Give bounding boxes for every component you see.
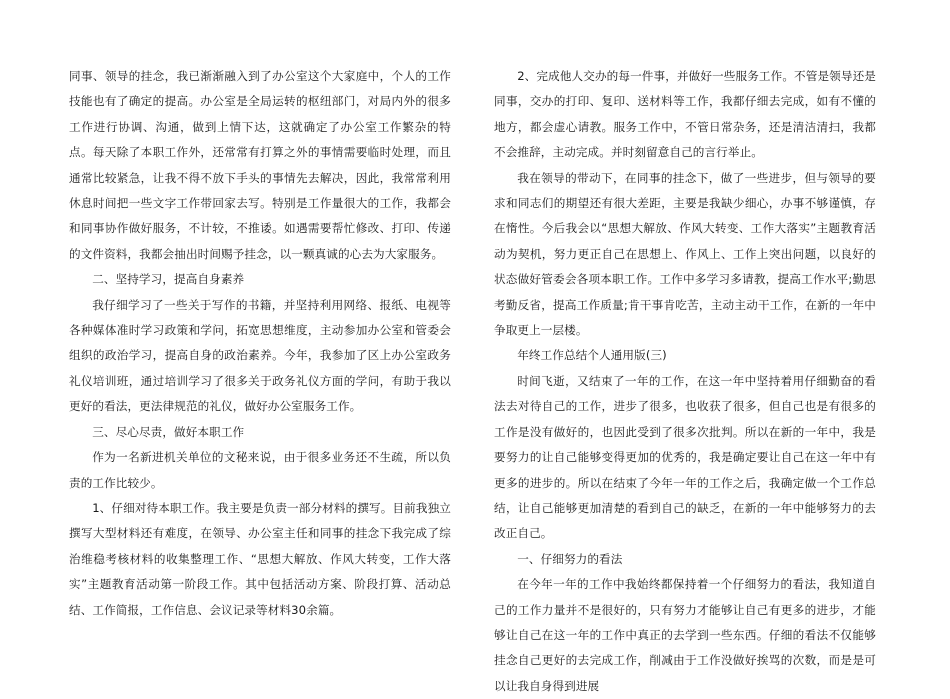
- right-column: [494, 64, 876, 699]
- paragraph-attitude: 在今年一年的工作中我始终都保持着一个仔细努力的看法，我知道自己的工作力量并不是很好的，只有努力才能够让自己有更多的进步，才能够让自己在这一年的工作中真正的去学到一些东西。仔细的看法不仅能够挂念自己更好的去完成工作，削减由于工作没做好挨骂的次数，而是是可以让我自身得到进展: [494, 577, 876, 693]
- paragraph-new-secretary: 作为一名新进机关单位的文秘来说，由于很多业务还不生疏，所以负责的工作比较少。: [69, 450, 451, 490]
- section-heading-duty: 三、尽心尽责，做好本职工作: [92, 424, 245, 439]
- paragraph-self-review: 我在领导的带动下，在同事的挂念下，做了一些进步，但与领导的要求和同志们的期望还有很大差距，主要是我缺少细心，办事不够谨慎，存在惰性。今后我会以“思想大解放、作风大转变、工作大落实”主题教育活动为契机，努力更正自己在思想上、作风上、工作上突出问题，以良好的状态做好管委会各项本职工作。工作中多学习多请教，提高工作水平;勤思考勤反省，提高工作质量;肯干事肯吃苦，主动主动干工作，在新的一年中争取更上一层楼。: [494, 170, 876, 338]
- paragraph-study: 我仔细学习了一些关于写作的书籍，并坚持利用网络、报纸、电视等各种媒体准时学习政策和学问，拓宽思想维度，主动参加办公室和管委会组织的政治学习，提高自身的政治素养。今年，我参加了区上办公室政务礼仪培训班，通过培训学习了很多关于政务礼仪方面的学问，有助于我以更好的看法，更法律规范的礼仪，做好办公室服务工作。: [69, 297, 451, 414]
- paragraph-item-2: 2、完成他人交办的每一件事，并做好一些服务工作。不管是领导还是同事，交办的打印、复印、送材料等工作，我都仔细去完成，如有不懂的地方，都会虚心请教。服务工作中，不管日常杂务，还是清洁清扫，我都不会推辞，主动完成。并时刻留意自己的言行举止。: [494, 69, 876, 160]
- section-heading-study: 二、坚持学习，提高自身素养: [92, 272, 245, 287]
- section-title-summary-3: 年终工作总结个人通用版(三): [517, 348, 667, 363]
- paragraph-year-end: 时间飞逝，又结束了一年的工作，在这一年中坚持着用仔细勤奋的看法去对待自己的工作，进步了很多，也收获了很多，但自己也是有很多的工作是没有做好的，也因此受到了很多次批判。所以在新的一年中，我是要努力的让自己能够变得更加的优秀的，我是确定要让自己在这一年中有更多的进步的。所以在结束了今年一年的工作之后，我确定做一个工作总结，让自己能够更加清楚的看到自己的缺乏，在新的一年中能够努力的去改正自己。: [494, 373, 876, 541]
- paragraph-item-1: 1、仔细对待本职工作。我主要是负责一部分材料的撰写。目前我独立撰写大型材料还有难度，在领导、办公室主任和同事的挂念下我完成了综治维稳考核材料的收集整理工作、“思想大解放、作风大转变，工作大落实”主题教育活动第一阶段工作。其中包括活动方案、阶段打算、活动总结、工作简报，工作信息、会议记录等材料30余篇。: [69, 500, 451, 617]
- section-heading-attitude: 一、仔细努力的看法: [517, 551, 623, 566]
- paragraph-office-work: 同事、领导的挂念，我已渐渐融入到了办公室这个大家庭中，个人的工作技能也有了确定的提高。办公室是全局运转的枢纽部门，对局内外的很多工作进行协调、沟通，做到上情下达，这就确定了办公室工作繁杂的特点。每天除了本职工作外，还常常有打算之外的事情需要临时处理，而且通常比较紧急，让我不得不放下手头的事情先去解决，因此，我常常利用休息时间把一些文字工作带回家去写。特别是工作量很大的工作，我都会和同事协作做好服务，不计较，不推诿。如遇需要帮忙修改、打印、传递的文件资料，我都会抽出时间赐予挂念，以一颗真诚的心去为大家服务。: [69, 69, 451, 261]
- left-column: [69, 64, 451, 623]
